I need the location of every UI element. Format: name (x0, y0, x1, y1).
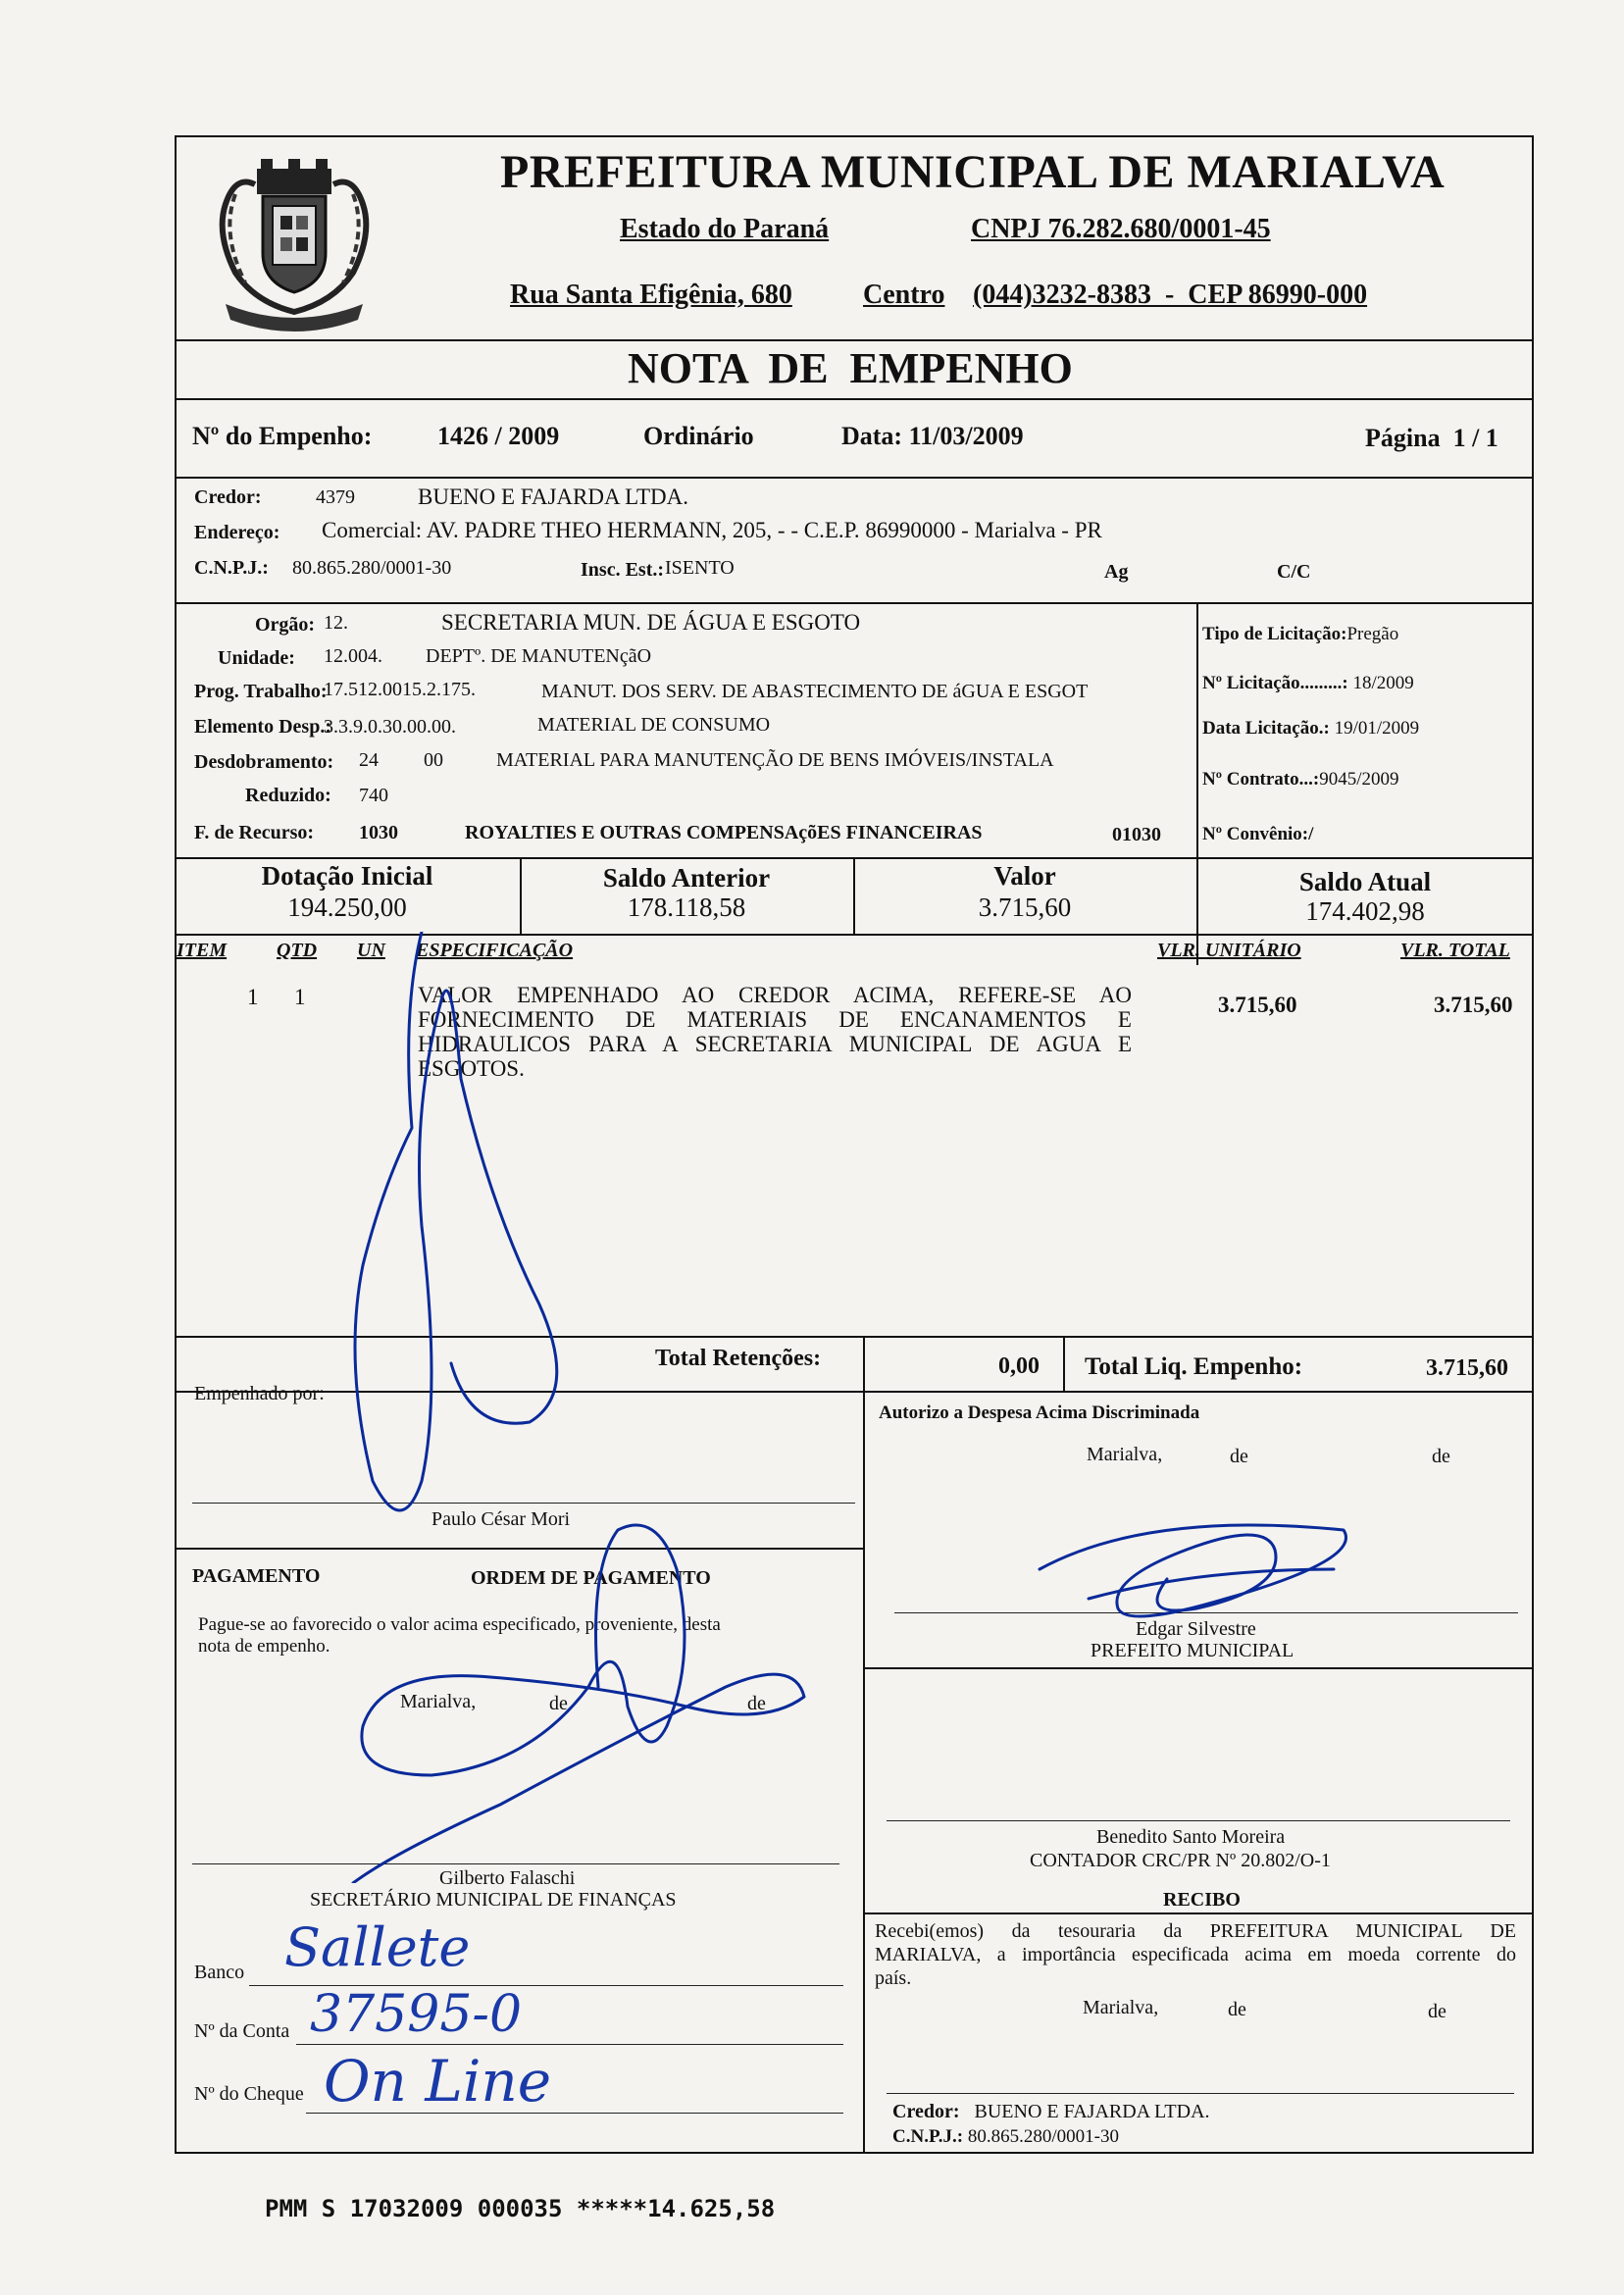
rule (175, 398, 1534, 400)
valor-value: 3.715,60 (978, 892, 1072, 922)
rule (863, 1912, 1534, 1914)
conta-line (296, 2044, 843, 2045)
prefeito-role: PREFEITO MUNICIPAL (1091, 1640, 1294, 1661)
header-district: Centro (863, 280, 945, 310)
insc-label: Insc. Est.: (581, 559, 665, 581)
empenhado-label: Empenhado por: (194, 1383, 325, 1404)
rule (1063, 1336, 1065, 1391)
row-vlr-unitario: 3.715,60 (1218, 993, 1297, 1017)
recibo-text: MARIALVA, a importância especificada acima em moeda corrente do (875, 1944, 1516, 1965)
row-line: FORNECIMENTO DE MATERIAIS DE ENCANAMENTOS E (418, 1007, 1132, 1032)
recibo-text: país. (875, 1967, 912, 1989)
credor-name: BUENO E FAJARDA LTDA. (418, 484, 689, 509)
num-convenio: Nº Convênio:/ (1202, 824, 1314, 844)
prefeito-name: Edgar Silvestre (1136, 1618, 1256, 1640)
empenho-date: Data: 11/03/2009 (841, 422, 1024, 450)
data-licitacao: Data Licitação.: 19/01/2009 (1202, 718, 1420, 739)
banco-value: Sallete (284, 1916, 471, 1978)
recibo-label: RECIBO (1163, 1889, 1241, 1911)
saldo-atual-label: Saldo Atual (1298, 867, 1432, 896)
elemento-code: 3.3.9.0.30.00.00. (324, 716, 456, 738)
num-contrato: Nº Contrato...:9045/2009 (1202, 769, 1399, 790)
signature-line (887, 1820, 1510, 1821)
rule (863, 1336, 865, 2154)
desdobramento-name: MATERIAL PARA MANUTENÇÃO DE BENS IMÓVEIS/INSTALA (496, 749, 1054, 771)
recibo-city: Marialva, (1083, 1997, 1159, 2018)
pagamento-city: Marialva, (400, 1691, 477, 1712)
prog-code: 17.512.0015.2.175. (324, 679, 476, 700)
elemento-label: Elemento Desp.: (194, 716, 331, 738)
unidade-label: Unidade: (218, 647, 295, 669)
recibo-de2: de (1428, 2001, 1446, 2022)
empenho-type: Ordinário (643, 422, 754, 450)
credor-label: Credor: (194, 486, 262, 508)
orgao-label: Orgão: (255, 614, 316, 636)
header-state: Estado do Paraná (620, 214, 830, 244)
ordem-pagamento-label: ORDEM DE PAGAMENTO (471, 1567, 711, 1589)
unidade-code: 12.004. (324, 645, 382, 667)
col-qtd: QTD (277, 940, 318, 961)
cnpj-label: C.N.P.J.: (194, 557, 269, 579)
credor-code: 4379 (316, 486, 355, 508)
cheque-value: On Line (324, 2048, 552, 2115)
pagamento-de1: de (549, 1693, 568, 1714)
desdobramento-code2: 00 (424, 749, 443, 771)
dotacao-value: 194.250,00 (287, 892, 407, 922)
secretario-name: Gilberto Falaschi (439, 1867, 576, 1889)
rule (175, 1391, 1534, 1393)
credor-cnpj: 80.865.280/0001-30 (292, 557, 452, 579)
fonte-code: 1030 (359, 822, 398, 843)
banco-label: Banco (194, 1962, 245, 1983)
secretario-role: SECRETÁRIO MUNICIPAL DE FINANÇAS (310, 1889, 677, 1911)
row-line: HIDRAULICOS PARA A SECRETARIA MUNICIPAL DE AGUA E (418, 1032, 1132, 1056)
col-vlr-total: VLR. TOTAL (1400, 940, 1510, 961)
fonte-label: F. de Recurso: (194, 822, 315, 843)
prog-label: Prog. Trabalho: (194, 681, 328, 702)
valor-label: Valor (993, 861, 1056, 891)
reduzido-label: Reduzido: (245, 785, 331, 806)
conta-label: Nº da Conta (194, 2020, 290, 2042)
prog-name: MANUT. DOS SERV. DE ABASTECIMENTO DE áGUA E ESGOT (541, 681, 1089, 702)
col-especificacao: ESPECIFICAÇÃO (416, 940, 574, 961)
signature-line (192, 1503, 855, 1504)
rule (175, 1336, 1534, 1338)
row-line: VALOR EMPENHADO AO CREDOR ACIMA, REFERE-SE AO (418, 983, 1132, 1007)
row-qtd: 1 (294, 985, 306, 1009)
liquido-value: 3.715,60 (1426, 1355, 1508, 1381)
signature-line (887, 2093, 1514, 2094)
empenho-number: 1426 / 2009 (437, 422, 560, 450)
col-un: UN (357, 940, 385, 961)
credor-address: Comercial: AV. PADRE THEO HERMANN, 205, - - C.E.P. 86990000 - Marialva - PR (322, 518, 1102, 542)
address-label: Endereço: (194, 522, 280, 543)
dotacao-label: Dotação Inicial (261, 861, 433, 891)
empenho-label: Nº do Empenho: (192, 422, 373, 450)
header-address: Rua Santa Efigênia, 680 (510, 280, 792, 310)
tipo-licitacao: Tipo de Licitação:Pregão (1202, 624, 1399, 644)
header-phone-cep: (044)3232-8383 - CEP 86990-000 (973, 280, 1368, 310)
recibo-text: Recebi(emos) da tesouraria da PREFEITURA MUNICIPAL DE (875, 1920, 1516, 1942)
cc-label: C/C (1277, 561, 1311, 583)
saldo-anterior-value: 178.118,58 (627, 892, 746, 922)
pagamento-text: nota de empenho. (198, 1636, 330, 1657)
empenhado-name: Paulo César Mori (431, 1508, 571, 1530)
recibo-credor: Credor: BUENO E FAJARDA LTDA. (892, 2101, 1210, 2122)
rule (175, 1548, 863, 1550)
col-item: ITEM (177, 940, 228, 961)
signature-line (192, 1863, 839, 1864)
row-item: 1 (247, 985, 259, 1009)
ag-label: Ag (1104, 561, 1129, 583)
liquido-label: Total Liq. Empenho: (1085, 1353, 1303, 1380)
coat-of-arms-icon (196, 135, 392, 336)
pagamento-de2: de (747, 1693, 766, 1714)
orgao-name: SECRETARIA MUN. DE ÁGUA E ESGOTO (441, 610, 861, 635)
rule (175, 339, 1534, 341)
recibo-cnpj: C.N.P.J.: 80.865.280/0001-30 (892, 2126, 1119, 2147)
autorizo-de2: de (1432, 1446, 1450, 1467)
orgao-code: 12. (324, 612, 348, 634)
rule (175, 602, 1534, 604)
pagamento-label: PAGAMENTO (192, 1565, 321, 1587)
signature-line (894, 1612, 1518, 1613)
contador-role: CONTADOR CRC/PR Nº 20.802/O-1 (1030, 1850, 1331, 1871)
rule (863, 1667, 1534, 1669)
autorizo-city: Marialva, (1087, 1444, 1163, 1465)
page-number: Página 1 / 1 (1365, 424, 1498, 452)
row-vlr-total: 3.715,60 (1434, 993, 1513, 1017)
saldo-atual-value: 174.402,98 (1305, 896, 1425, 926)
reduzido-code: 740 (359, 785, 388, 806)
cheque-label: Nº do Cheque (194, 2083, 304, 2105)
pagamento-text: Pague-se ao favorecido o valor acima especificado, proveniente, desta (198, 1614, 721, 1635)
rule (175, 477, 1534, 479)
desdobramento-label: Desdobramento: (194, 751, 334, 773)
footer-stamp: PMM S 17032009 000035 *****14.625,58 (265, 2195, 776, 2222)
retencoes-value: 0,00 (998, 1353, 1040, 1379)
unidade-name: DEPTº. DE MANUTENçãO (426, 645, 652, 667)
conta-value: 37595-0 (310, 1985, 523, 2044)
insc-value: ISENTO (665, 557, 735, 579)
rule (175, 934, 1534, 936)
header-title: PREFEITURA MUNICIPAL DE MARIALVA (500, 146, 1446, 198)
header-cnpj: CNPJ 76.282.680/0001-45 (971, 214, 1271, 244)
col-vlr-unitario: VLR. UNITÁRIO (1157, 940, 1301, 961)
recibo-de1: de (1228, 1999, 1246, 2020)
row-line: ESGOTOS. (418, 1056, 525, 1081)
desdobramento-code1: 24 (359, 749, 379, 771)
contador-name: Benedito Santo Moreira (1096, 1826, 1286, 1848)
fonte-code2: 01030 (1112, 824, 1161, 845)
fonte-name: ROYALTIES E OUTRAS COMPENSAçõES FINANCEIRAS (465, 822, 983, 843)
doc-title: NOTA DE EMPENHO (628, 344, 1073, 392)
retencoes-label: Total Retenções: (655, 1346, 822, 1371)
saldo-anterior-label: Saldo Anterior (602, 863, 771, 892)
autorizo-de1: de (1230, 1446, 1248, 1467)
elemento-name: MATERIAL DE CONSUMO (537, 714, 771, 736)
num-licitacao: Nº Licitação.........: 18/2009 (1202, 673, 1414, 693)
autorizo-label: Autorizo a Despesa Acima Discriminada (879, 1402, 1200, 1423)
